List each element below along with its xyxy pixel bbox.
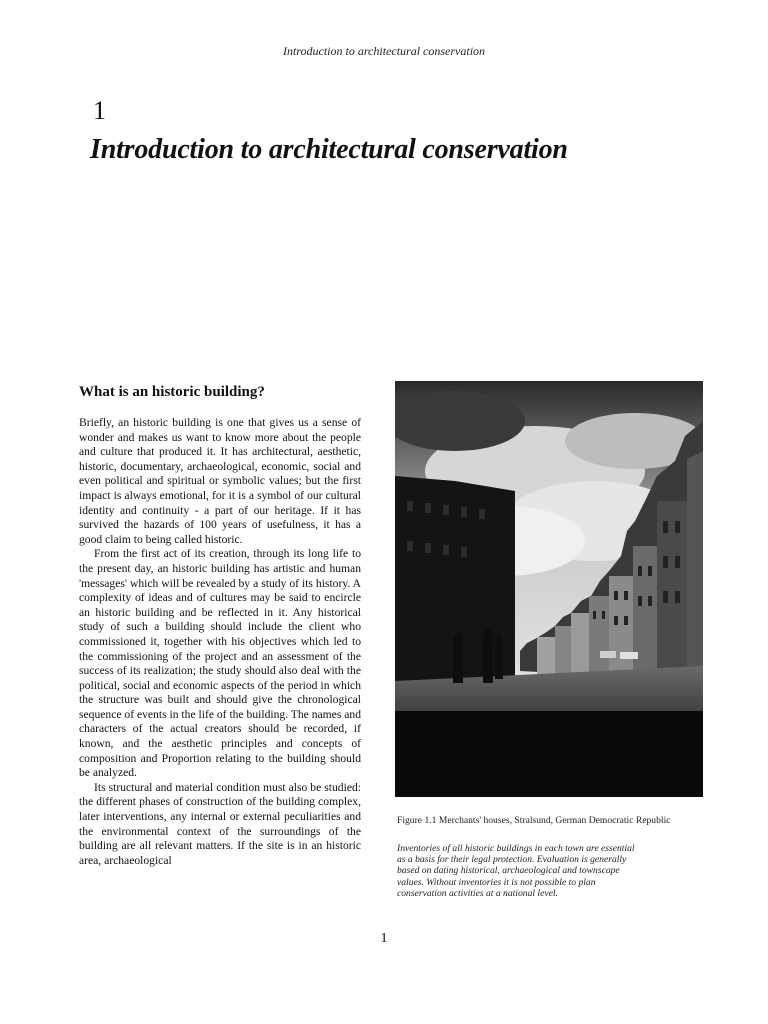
paragraph: Its structural and material condition must also be studied: the different phases of construction of the building complex, later interventions, any internal or external peculiarities and the environmental context of the surroundings of the building are all relevant matters. If the site is in an historic area, archaeological [79,780,361,867]
paragraph: From the first act of its creation, through its long life to the present day, an historic building has artistic and human 'messages' which will be revealed by a study of its history. A complexity of ideas and of cultures may be said to encircle an historic building and be reflected in it. Any historical study of such a building should include the client who commissioned it, together with his objectives which led to the commissioning of the project and an assessment of the success of its realization; the study should also deal with the political, social and economic aspects of the period in which the structure was built and should give the chronological sequence of events in the life of the building. The names and characters of the actual creators should be recorded, if known, and the aesthetic principles and concepts of composition and Proportion relating to the building should be analyzed. [79,547,361,780]
chapter-title: Introduction to architectural conservation [90,134,568,165]
figure-photo-merchants-houses [395,381,703,797]
chapter-number: 1 [93,96,106,125]
running-head: Introduction to architectural conservation [282,44,486,58]
page-number: 1 [380,931,388,946]
figure-note: Inventories of all historic buildings in each town are essential as a basis for their legal protection. Evaluation is generally based on dating historical, archaeological and townscape values. Without inventories it is not possible to plan conservation activities at a national level. [397,843,635,899]
body-text [79,416,361,868]
paragraph: Briefly, an historic building is one that gives us a sense of wonder and makes us want to know more about the people and culture that produced it. It has architectural, aesthetic, historic, documentary, archaeological, economic, social and even political and spiritual or symbolic values; but the first impact is always emotional, for it is a symbol of our cultural identity and continuity - a part of our heritage. If it has survived the hazards of 100 years of usefulness, it has a good claim to being called historic. [79,416,361,546]
figure-caption: Figure 1.1 Merchants' houses, Stralsund, German Democratic Republic [397,815,671,826]
section-heading: What is an historic building? [79,384,265,400]
